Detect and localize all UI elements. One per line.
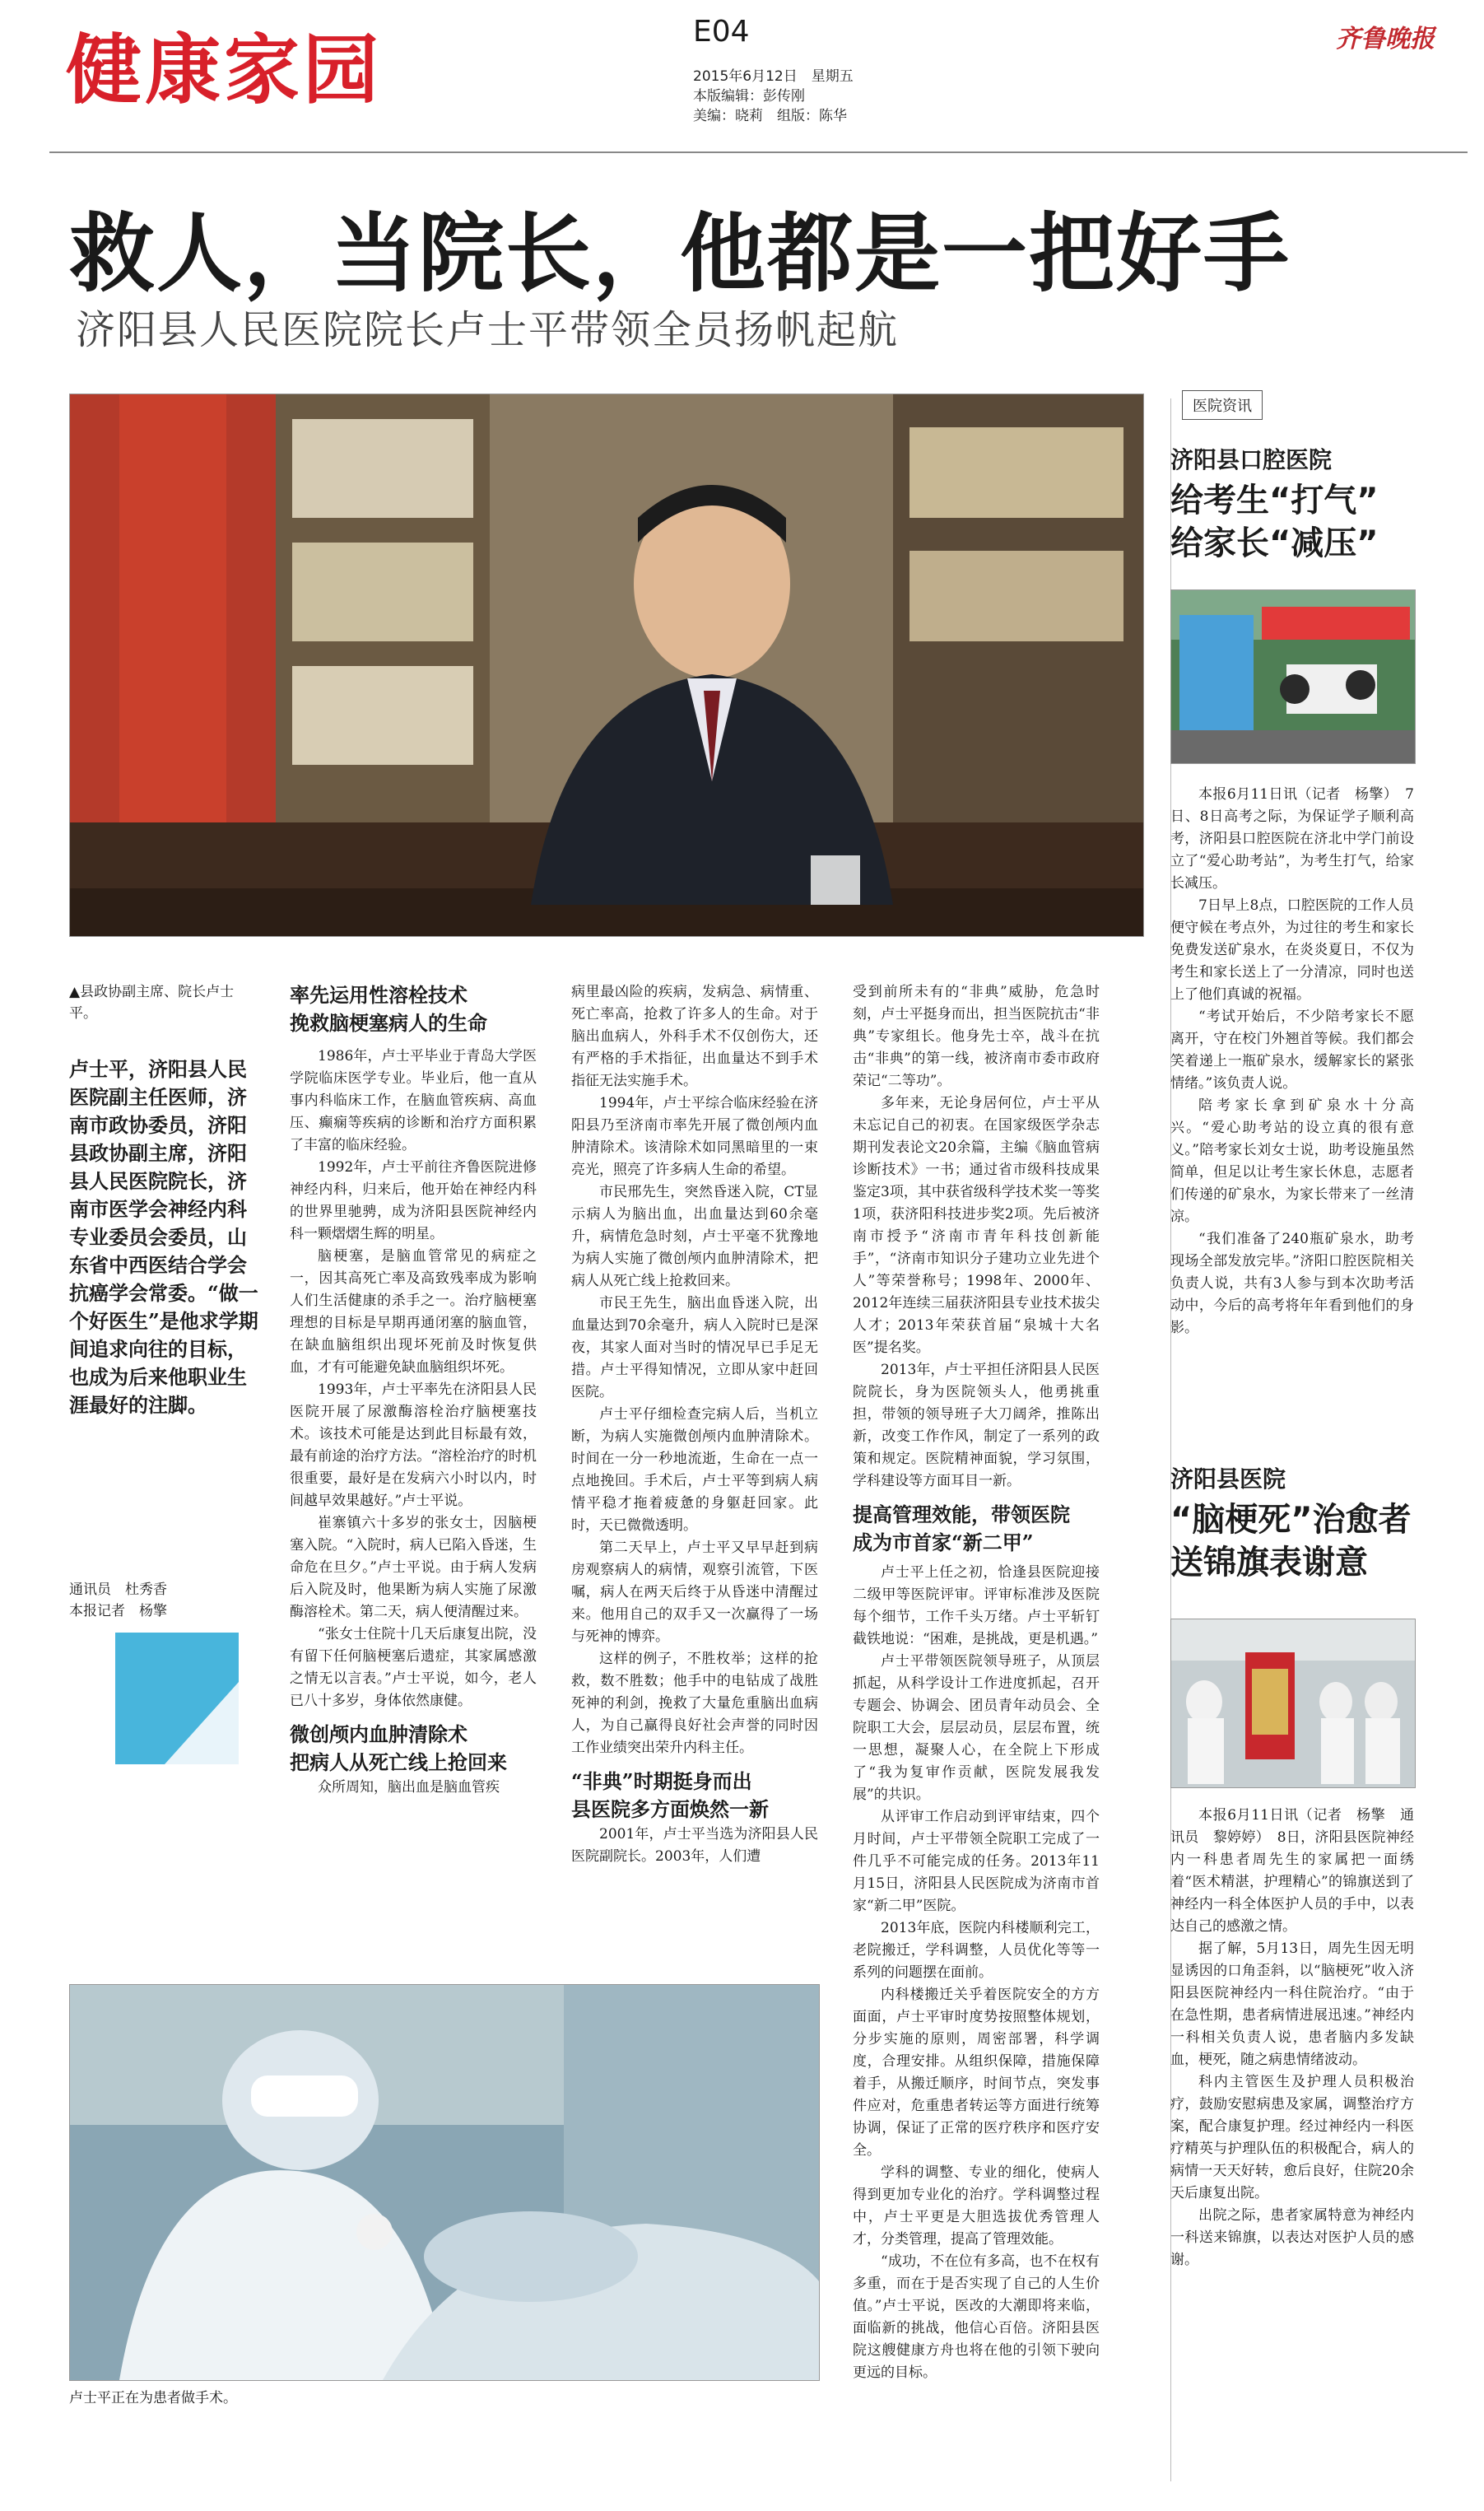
paragraph: 市民邢先生，突然昏迷入院，CT显示病人为脑出血，出血量达到60余毫升，病情危急时刻，卢士平毫不犹豫地为病人实施了微创颅内血肿清除术，把病人从死亡线上抢救回来。 <box>571 1184 818 1289</box>
story-org: 济阳县口腔医院 <box>1170 446 1333 473</box>
paragraph: 出院之际，患者家属特意为神经内一科送来锦旗，以表达对医护人员的感谢。 <box>1170 2207 1414 2268</box>
section-title-3b: 县医院多方面焕然一新 <box>571 1797 769 1821</box>
paragraph: 崔寨镇六十多岁的张女士，因脑梗塞入院。“入院时，病人已陷入昏迷，生命危在旦夕。”卢士平说。由于病人发病后入院及时，他果断为病人实施了尿激酶溶栓术。第二天，病人便清醒过来。 <box>290 1515 537 1620</box>
page-number: E04 <box>693 15 750 49</box>
paragraph: 本报6月11日讯（记者 杨擎） 7日、8日高考之际，为保证学子顺利高考，济阳县口腔医院在济北中学门前设立了“爱心助考站”，为考生打气，给家长减压。 <box>1170 786 1414 892</box>
paragraph: 受到前所未有的“非典”威胁，危急时刻，卢士平挺身而出，担当医院抗击“非典”专家组长。他身先士卒，战斗在抗击“非典”的第一线，被济南市委市政府荣记“二等功”。 <box>853 984 1100 1089</box>
byline-line: 通讯员 杜秀香 <box>69 1582 167 1598</box>
paragraph: 市民王先生，脑出血昏迷入院，出血量达到70余毫升，病人入院时已是深夜，其家人面对当时的情况早已手足无措。卢士平得知情况，立即从家中赶回医院。 <box>571 1295 818 1400</box>
paragraph: 科内主管医生及护理人员积极治疗，鼓励安慰病患及家属，调整治疗方案，配合康复护理。经过神经内一科医疗精英与护理队伍的积极配合，病人的病情一天天好转，愈后良好，住院20余天后康复出院。 <box>1170 2074 1414 2201</box>
paragraph: 从评审工作启动到评审结束，四个月时间，卢士平带领全院职工完成了一件几乎不可能完成的任务。2013年11月15日，济阳县人民医院成为济南市首家“新二甲”医院。 <box>853 1809 1100 1914</box>
design-credit: 美编：晓莉 组版：陈华 <box>693 108 847 124</box>
masthead-rule <box>49 151 1468 153</box>
story-1-body <box>1170 784 1414 1339</box>
story-2-photo <box>1170 1619 1416 1788</box>
main-photo-caption: ▲县政协副主席、院长卢士平。 <box>69 984 235 1022</box>
editor-credit: 本版编辑：彭传刚 <box>693 88 805 105</box>
paragraph: 1986年，卢士平毕业于青岛大学医学院临床医学专业。毕业后，他一直从事内科临床工作，在脑血管疾病、高血压、癫痫等疾病的诊断和治疗方面积累了丰富的临床经验。 <box>290 1048 537 1153</box>
section-title: 健康家园 <box>66 26 383 114</box>
story-org: 济阳县医院 <box>1170 1465 1286 1493</box>
story-title-2: 送锦旗表谢意 <box>1170 1544 1368 1582</box>
section-title-2a: 微创颅内血肿清除术 <box>290 1722 468 1746</box>
paragraph: 2001年，卢士平当选为济阳县人民医院副院长。2003年，人们遭 <box>571 1826 818 1865</box>
paper-logo: 齐鲁晚报 <box>1336 25 1435 54</box>
surgery-photo-caption: 卢士平正在为患者做手术。 <box>69 2390 237 2406</box>
paragraph: 内科楼搬迁关乎着医院安全的方方面面，卢士平审时度势按照整体规划，分步实施的原则，周密部署，科学调度，合理安排。从组织保障，措施保障着手，从搬迁顺序，时间节点，突发事件应对，危重患者转运等方面进行统筹协调，保证了正常的医疗秩序和医疗安全。 <box>853 1987 1100 2159</box>
paragraph: 本报6月11日讯（记者 杨擎 通讯员 黎婷婷） 8日，济阳县医院神经内一科患者周先生的家属把一面绣着“医术精湛，护理精心”的锦旗送到了神经内一科全体医护人员的手中，以表达自己的感激之情。 <box>1170 1807 1414 1935</box>
byline <box>69 1579 263 1622</box>
article-column-4 <box>853 981 1100 2384</box>
paragraph: 这样的例子，不胜枚举；这样的抢救，数不胜数；他手中的电钻成了战胜死神的利剑，挽救了大量危重脑出血病人，为自己赢得良好社会声誉的同时因工作业绩突出荣升内科主任。 <box>571 1651 818 1756</box>
section-title-1b: 挽救脑梗塞病人的生命 <box>290 1011 487 1035</box>
paragraph: 卢士平上任之初，恰逢县医院迎接二级甲等医院评审。评审标准涉及医院每个细节，工作千头万绪。卢士平斩钉截铁地说：“困难，是挑战，更是机遇。” <box>853 1564 1100 1647</box>
section-title-1a: 率先运用性溶栓技术 <box>290 983 468 1007</box>
paragraph: 1993年，卢士平率先在济阳县人民医院开展了尿激酶溶栓治疗脑梗塞技术。该技术可能是达到此目标最有效，最有前途的治疗方法。“溶栓治疗的时机很重要，最好是在发病六小时以内，时间越早效果越好。”卢士平说。 <box>290 1381 537 1509</box>
story-1-photo <box>1170 589 1416 764</box>
paragraph: 陪考家长拿到矿泉水十分高兴。“爱心助考站的设立真的很有意义。”陪考家长刘女士说，助考设施虽然简单，但足以让考生家长休息，志愿者们传递的矿泉水，为家长带来了一丝清凉。 <box>1170 1097 1414 1225</box>
paragraph: 多年来，无论身居何位，卢士平从未忘记自己的初衷。在国家级医学杂志期刊发表论文20余篇，主编《脑血管病诊断技术》一书；通过省市级科技成果鉴定3项，其中获省级科学技术奖一等奖1项，获济阳科技进步奖2项。先后被济南市授予“济南市青年科技创新能手”，“济南市知识分子建功立业先进个人”等荣誉称号；1998年、2000年、2012年连续三届获济阳县专业技术拔尖人才；2013年荣获首届“泉城十大名医”提名奖。 <box>853 1095 1100 1356</box>
headline: 救人，当院长，他都是一把好手 <box>69 203 1291 304</box>
paragraph: “张女士住院十几天后康复出院，没有留下任何脑梗塞后遗症，其家属感激之情无以言表。”卢士平说，如今，老人已八十多岁，身体依然康健。 <box>290 1626 537 1709</box>
paragraph: 1992年，卢士平前往齐鲁医院进修神经内科，归来后，他开始在神经内科的世界里驰骋，成为济阳县医院神经内科一颗熠熠生辉的明星。 <box>290 1159 537 1242</box>
paragraph: 学科的调整、专业的细化，使病人得到更加专业化的治疗。学科调整过程中，卢士平更是大胆选拔优秀管理人才，分类管理，提高了管理效能。 <box>853 2164 1100 2248</box>
paragraph: 脑梗塞，是脑血管常见的病症之一，因其高死亡率及高致残率成为影响人们生活健康的杀手之一。治疗脑梗塞理想的目标是早期再通闭塞的脑血管，在缺血脑组织出现坏死前及时恢复供血，才有可能避免缺血脑组织坏死。 <box>290 1248 537 1376</box>
paragraph: 据了解，5月13日，周先生因无明显诱因的口角歪斜，以“脑梗死”收入济阳县医院神经内一科住院治疗。“由于在急性期，患者病情进展迅速。”神经内一科相关负责人说，患者脑内多发缺血，梗死，随之病患情绪波动。 <box>1170 1940 1414 2068</box>
quote-decoration <box>115 1633 239 1764</box>
article-column-2 <box>290 981 537 1799</box>
sidebar-tag: 医院资讯 <box>1182 390 1263 420</box>
byline-line: 本报记者 杨擎 <box>69 1603 167 1619</box>
paragraph: 7日早上8点，口腔医院的工作人员便守候在考点外，为过往的考生和家长免费发送矿泉水，在炎炎夏日，不仅为考生和家长送上了一分清凉，同时也送上了他们真诚的祝福。 <box>1170 897 1414 1003</box>
story-title-1: 给考生“打气” <box>1170 482 1379 519</box>
section-title-4a: 提高管理效能，带领医院 <box>853 1502 1070 1526</box>
paragraph: 2013年，卢士平担任济阳县人民医院院长，身为医院领头人，他勇挑重担，带领的领导班子大刀阔斧，推陈出新，改变工作作风，制定了一系列的政策和规定。医院精神面貌，学习氛围，学科建设等方面耳目一新。 <box>853 1362 1100 1489</box>
paragraph: 卢士平仔细检查完病人后，当机立断，为病人实施微创颅内血肿清除术。时间在一分一秒地流逝，生命在一点一点地挽回。手术后，卢士平等到病人病情平稳才拖着疲惫的身躯赶回家。此时，天已微微透明。 <box>571 1406 818 1534</box>
lead-paragraph: 卢士平，济阳县人民医院副主任医师，济南市政协委员，济阳县政协副主席，济阳县人民医院院长，济南市医学会神经内科专业委员会委员，山东省中西医结合学会抗癌学会常委。“做一个好医生”是他求学期间追求向往的目标，也成为后来他职业生涯最好的注脚。 <box>69 1057 258 1417</box>
section-title-3a: “非典”时期挺身而出 <box>571 1769 752 1793</box>
paragraph: “我们准备了240瓶矿泉水，助考现场全部发放完毕。”济阳口腔医院相关负责人说，共有3人参与到本次助考活动中，今后的高考将年年看到他们的身影。 <box>1170 1231 1414 1336</box>
paragraph: 第二天早上，卢士平又早早赶到病房观察病人的病情，观察引流管，下医嘱，病人在两天后终于从昏迷中清醒过来。他用自己的双手又一次赢得了一场与死神的博弈。 <box>571 1540 818 1645</box>
paragraph: 1994年，卢士平综合临床经验在济阳县乃至济南市率先开展了微创颅内血肿清除术。该清除术如同黑暗里的一束亮光，照亮了许多病人生命的希望。 <box>571 1095 818 1178</box>
sidebar-story-1 <box>1170 441 1426 565</box>
paragraph: “成功，不在位有多高，也不在权有多重，而在于是否实现了自己的人生价值。”卢士平说，医改的大潮即将来临，面临新的挑战，他信心百倍。济阳县医院这艘健康方舟也将在他的引领下驶向更远的目标。 <box>853 2253 1100 2381</box>
issue-date: 2015年6月12日 星期五 <box>693 68 854 85</box>
section-title-4b: 成为市首家“新二甲” <box>853 1530 1034 1554</box>
article-column-3 <box>571 981 818 1868</box>
paragraph: “考试开始后，不少陪考家长不愿离开，守在校门外翘首等候。我们都会笑着递上一瓶矿泉水，缓解家长的紧张情绪。”该负责人说。 <box>1170 1009 1414 1092</box>
sidebar-story-2 <box>1170 1460 1426 1584</box>
story-title-1: “脑梗死”治愈者 <box>1170 1501 1412 1539</box>
subheadline: 济阳县人民医院院长卢士平带领全员扬帆起航 <box>76 307 900 353</box>
main-photo <box>69 394 1144 937</box>
paragraph: 卢士平带领医院领导班子，从顶层抓起，从科学设计工作进度抓起，召开专题会、协调会、团员青年动员会、全院职工大会，层层动员，层层布置，统一思想，凝聚人心，在全院上下形成了“我为复审作贡献，医院发展我发展”的共识。 <box>853 1653 1100 1803</box>
story-title-2: 给家长“减压” <box>1170 524 1379 562</box>
paragraph: 众所周知，脑出血是脑血管疾 <box>318 1779 500 1796</box>
section-title-2b: 把病人从死亡线上抢回来 <box>290 1750 507 1774</box>
surgery-photo <box>69 1984 820 2381</box>
paragraph: 病里最凶险的疾病，发病急、病情重、死亡率高，抢救了许多人的生命。对于脑出血病人，外科手术不仅创伤大，还有严格的手术指征，出血量达不到手术指征无法实施手术。 <box>571 984 818 1089</box>
paragraph: 2013年底，医院内科楼顺利完工，老院搬迁，学科调整，人员优化等等一系列的问题摆在面前。 <box>853 1920 1100 1981</box>
story-2-body <box>1170 1805 1414 2271</box>
